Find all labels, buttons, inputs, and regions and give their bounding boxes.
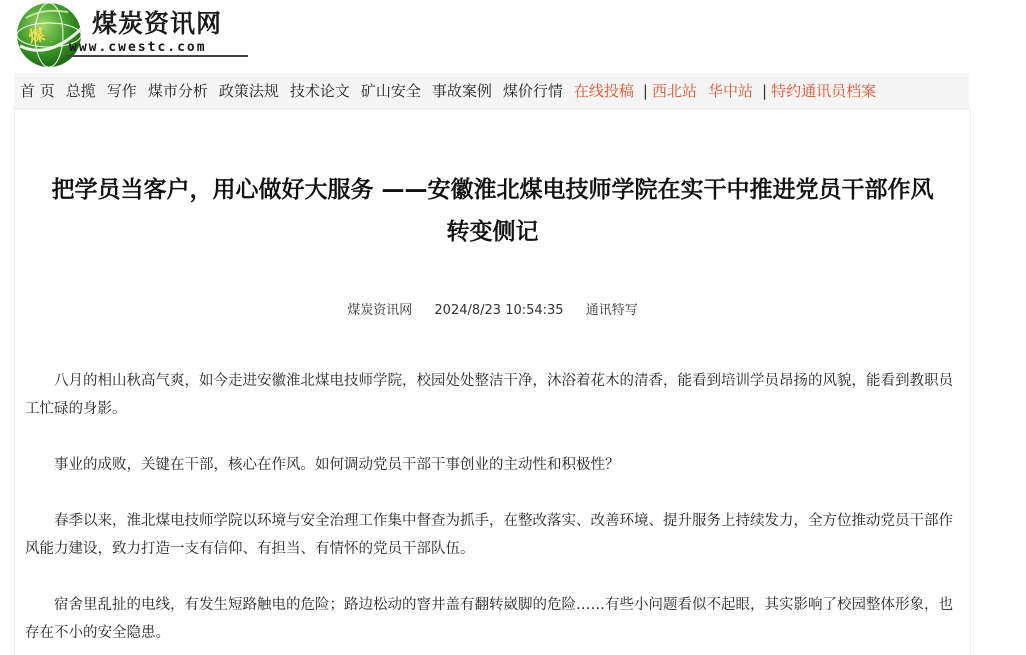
article-paragraph: 事业的成败，关键在干部，核心在作风。如何调动党员干部干事创业的主动性和积极性？	[54, 457, 620, 473]
article-category: 通讯特写	[585, 303, 638, 318]
article-datetime: 2024/8/23 10:54:35	[434, 303, 564, 318]
article-paragraph: 宿舍里乱扯的电线，有发生短路触电的危险；路边松动的窨井盖有翻转崴脚的危险……有些小问题看似不起眼，其实影响了校园整体形象，也存在不小的安全隐患。	[25, 597, 953, 641]
main-nav	[14, 73, 969, 109]
nav-correspondent-archive[interactable]: 特约通讯员档案	[771, 82, 877, 100]
article-title-line2: 转变侧记	[446, 219, 539, 245]
nav-central-station[interactable]: 华中站	[708, 82, 754, 100]
nav-mine-safety[interactable]: 矿山安全	[360, 82, 421, 100]
article-meta	[15, 299, 970, 318]
nav-market-analysis[interactable]: 煤市分析	[147, 82, 208, 100]
nav-home[interactable]: 首 页	[20, 82, 55, 100]
article-title	[15, 169, 970, 253]
site-name[interactable]: 煤炭资讯网	[92, 9, 223, 38]
logo-badge: 煤	[26, 24, 47, 47]
article-paragraph: 春季以来，淮北煤电技师学院以环境与安全治理工作集中督查为抓手，在整改落实、改善环境、提升服务上持续发力，全方位推动党员干部作风能力建设，致力打造一支有信仰、有担当、有情怀的党员干部队伍。	[25, 513, 953, 557]
nav-accident-cases[interactable]: 事故案例	[431, 82, 492, 100]
nav-policy[interactable]: 政策法规	[218, 82, 279, 100]
nav-tech-papers[interactable]: 技术论文	[289, 82, 350, 100]
nav-writing[interactable]: 写作	[106, 82, 137, 100]
article-source: 煤炭资讯网	[347, 303, 413, 318]
site-url[interactable]: www.cwestc.com	[69, 40, 207, 55]
nav-separator: |	[762, 81, 768, 100]
article-title-line1: 把学员当客户，用心做好大服务 ——安徽淮北煤电技师学院在实干中推进党员干部作风	[51, 177, 934, 203]
nav-overview[interactable]: 总揽	[65, 82, 96, 100]
logo-divider	[66, 55, 248, 57]
nav-northwest-station[interactable]: 西北站	[651, 82, 697, 100]
article-panel	[14, 109, 971, 655]
site-header	[12, 0, 252, 70]
nav-coal-prices[interactable]: 煤价行情	[502, 82, 563, 100]
article-body	[25, 367, 955, 655]
article-paragraph: 八月的相山秋高气爽，如今走进安徽淮北煤电技师学院，校园处处整洁干净，沐浴着花木的清香，能看到培训学员昂扬的风貌，能看到教职员工忙碌的身影。	[25, 373, 953, 417]
nav-online-submit[interactable]: 在线投稿	[573, 82, 634, 100]
nav-separator: |	[642, 81, 648, 100]
